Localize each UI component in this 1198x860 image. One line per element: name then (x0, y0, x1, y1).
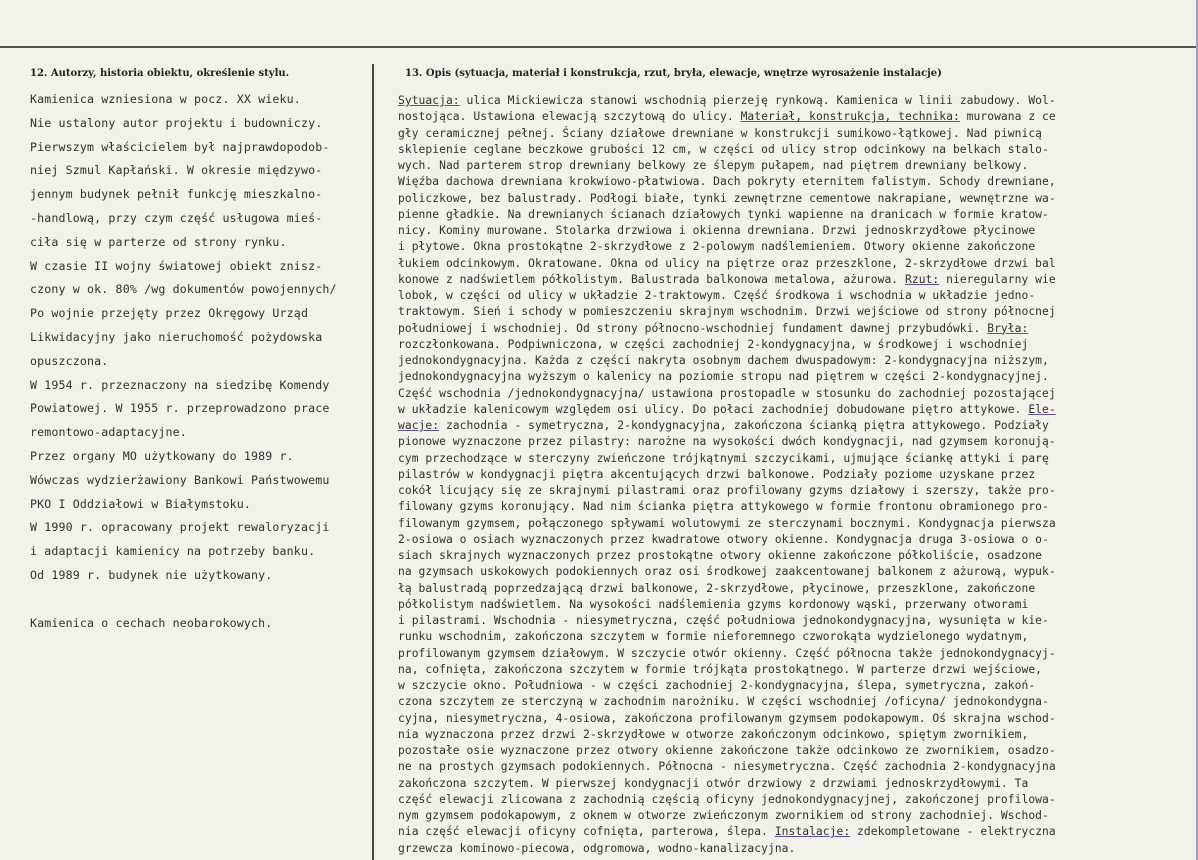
description-line (398, 581, 1056, 597)
description-fragment: zachodnia - symetryczna, 2-kondygnacyjna, zakończona ścianką piętra attykowego. Podziały (439, 419, 1049, 432)
description-fragment: Więźba dachowa drewniana krokwiowo-płatwiowa. Dach pokryty eternitem falistym. Schody drewniane, (398, 175, 1056, 189)
description-fragment: murowana z ce (959, 110, 1056, 124)
history-line: Kamienica wzniesiona w pocz. XX wieku. (30, 92, 301, 106)
description-fragment: pienne gładkie. Na drewnianych ścianach działowych tynki wapienne na dranicach w formie kratow- (398, 207, 1049, 221)
description-text (398, 93, 1056, 857)
description-line (398, 337, 1056, 353)
description-fragment: rozczłonkowana. Podpiwniczona, w części zachodniej 2-kondygnacyjna, w środkowej i wschodniej (398, 337, 1029, 351)
description-line (398, 386, 1056, 402)
description-line (398, 418, 1056, 434)
history-line: Likwidacyjny jako nieruchomość pożydowska (30, 329, 323, 344)
history-text (30, 88, 337, 635)
description-fragment: cokół licujący się ze skrajnymi pilastrami oraz profilowany gzyms działowy i szerszy, także pro- (398, 484, 1056, 497)
history-line: Przez organy MO użytkowany do 1989 r. (30, 448, 294, 463)
history-line: Pierwszym właścicielem był najprawdopodob- (30, 139, 330, 154)
description-fragment: ne na prostych gzymsach podokiennych. Północna - niesymetryczna. Część zachodnia 2-kondygnacyjna (398, 760, 1056, 774)
description-fragment: nicy. Kominy murowane. Stolarka drzwiowa i okienna drewniana. Drzwi jednoskrzydłowe płycinowe (398, 224, 1036, 237)
description-fragment: w szczycie okno. Południowa - w części zachodniej 2-kondygnacyjna, ślepa, symetryczna, zakoń- (398, 679, 1036, 692)
description-line (398, 126, 1056, 142)
description-line (398, 191, 1056, 207)
description-line (398, 109, 1056, 125)
description-fragment: grzewcza kominowo-piecowa, odgromowa, wodno-kanalizacyjna. (398, 841, 796, 855)
history-line: ciła się w parterze od strony rynku. (30, 234, 287, 249)
description-fragment: półkolistym nadświetlem. Na wysokości nadślemienia gzyms kordonowy wąski, przerwany otworami (398, 597, 1029, 611)
description-line (398, 776, 1056, 792)
right-column-heading: 13. Opis (sytuacja, materiał i konstrukcja, rzut, bryła, elewacje, wnętrze wyrosażenie instalacje) (405, 68, 942, 79)
history-line: opuszczona. (30, 353, 109, 368)
description-line (398, 434, 1056, 450)
section-label: Sytuacja: (398, 94, 460, 107)
description-fragment: traktowym. Sień i schody w pomieszczeniu skrajnym wschodnim. Drzwi wejściowe od strony północnej (398, 305, 1056, 319)
description-fragment: i pilastrami. Wschodnia - niesymetryczna, część południowa jednokondygnacyjna, wysunięta w kie- (398, 614, 1049, 627)
description-line (398, 239, 1056, 255)
description-fragment: czona szczytem ze sterczyną w zachodnim narożniku. W części wschodniej /oficyna/ jednokondygna- (398, 695, 1049, 709)
history-line: -handlową, przy czym część usługowa mieś- (30, 210, 323, 225)
description-line (398, 759, 1056, 775)
description-line (398, 841, 1056, 857)
description-fragment: łukiem odcinkowym. Okratowane. Okna od ulicy na piętrze oraz przeszklone, 2-skrzydłowe drzwi bal (398, 256, 1056, 270)
description-fragment: nym gzymsem podokapowym, z oknem w otworze zwieńczonym zwornikiem od strony zachodniej. Wschod- (398, 809, 1049, 822)
description-line (398, 142, 1056, 158)
history-line: Kamienica o cechach neobarokowych. (30, 615, 273, 630)
description-line (398, 288, 1056, 304)
description-fragment: sklepienie ceglane beczkowe grubości 12 cm, w części od ulicy strop odcinkowy na belkach stalo- (398, 142, 1049, 156)
description-fragment: ulica Mickiewicza stanowi wschodnią pierzeję rynkową. Kamienica w linii zabudowy. Wol- (459, 94, 1056, 107)
description-fragment: gły ceramicznej pełnej. Ściany działowe drewniane w konstrukcji sumikowo-łątkowej. Nad piwnicą (398, 126, 1043, 140)
description-fragment: policzkowe, bez balustrady. Podłogi białe, tynki zewnętrzne cementowe nakrapiane, wewnętrzne wa- (398, 191, 1056, 205)
description-line (398, 613, 1056, 629)
history-line: Wówczas wydzierżawiony Bankowi Państwowemu (30, 472, 330, 487)
history-line: W 1990 r. opracowany projekt rewaloryzacji (30, 520, 330, 535)
description-line (398, 93, 1056, 109)
description-fragment: runku wschodnim, zakończona szczytem w formie nieforemnego czworokąta wydzielonego wydatnym, (398, 630, 1029, 644)
description-line (398, 451, 1056, 467)
description-line (398, 369, 1056, 385)
description-line (398, 304, 1056, 320)
description-fragment: konowe z nadświetlem półkolistym. Balustrada balkonowa metalowa, ażurowa. (398, 272, 905, 286)
description-line (398, 646, 1056, 662)
description-fragment: filowany gzyms koronujący. Nad nim ścianka piętra attykowego w formie frontonu obramionego pro- (398, 500, 1049, 514)
section-label: Materiał, konstrukcja, technika: (740, 110, 960, 124)
description-fragment: zakończona szczytem. W pierwszej kondygnacji otwór drzwiowy z drzwiami jednoskrzydłowymi. Ta (398, 776, 1029, 790)
history-line: i adaptacji kamienicy na potrzeby banku. (30, 544, 316, 559)
description-fragment: 2-osiowa o osiach wyznaczonych przez kwadratowe otwory okienne. Kondygnacja druga 3-osiowa o o- (398, 532, 1049, 546)
description-fragment: część elewacji zlicowana z zachodnią częścią oficyny jednokondygnacyjnej, zakończonej profilowa- (398, 792, 1056, 806)
history-line: remontowo-adaptacyjne. (30, 425, 187, 440)
section-label: Ele- (1028, 402, 1056, 416)
description-fragment: nia wyznaczona przez drzwi 2-skrzydłowe w otworze zakończonym odcinkowo, spiętym zwornikiem, (398, 727, 1029, 741)
description-line (398, 548, 1056, 564)
description-line (398, 532, 1056, 548)
description-fragment: lobok, w części od ulicy w układzie 2-traktowym. Część środkowa i wschodnia w układzie jedno- (398, 289, 1036, 302)
description-line (398, 402, 1056, 418)
description-fragment: i płytowe. Okna prostokątne 2-skrzydłowe z 2-polowym nadślemieniem. Otwory okienne zakończone (398, 240, 1036, 254)
description-fragment: Część wschodnia /jednokondygnacyjna/ ustawiona prostopadle w stosunku do zachodniej pozostającej (398, 386, 1056, 400)
description-fragment: filowanym gzymsem, połączonego spływami wolutowymi ze sterczynami bocznymi. Kondygnacja pierwsza (398, 516, 1056, 530)
history-line: Od 1989 r. budynek nie użytkowany. (30, 567, 273, 582)
description-fragment: pozostałe osie wyznaczone przez otwory okienne zakończone także odcinkowo ze zwornikiem, osadzo- (398, 744, 1056, 757)
history-line: Nie ustalony autor projektu i budowniczy. (30, 115, 323, 130)
history-line: czony w ok. 80% /wg dokumentów powojennych/ (30, 282, 337, 297)
description-line (398, 223, 1056, 239)
description-line (398, 158, 1056, 174)
description-fragment: jednokondygnacyjna wyższym o kalenicy na poziomie stropu nad piętrem w części 2-kondygnacyjnej. (398, 370, 1049, 384)
description-line (398, 467, 1056, 483)
history-line: W czasie II wojny światowej obiekt znisz- (30, 258, 323, 273)
description-line (398, 564, 1056, 580)
description-line (398, 516, 1056, 532)
description-fragment: zdekompletowane - elektryczna (850, 825, 1056, 839)
history-line: jennym budynek pełnił funkcję mieszkalno- (30, 187, 323, 202)
description-line (398, 353, 1056, 369)
history-line: Po wojnie przejęty przez Okręgowy Urząd (30, 306, 309, 321)
description-fragment: nostojąca. Ustawiona elewacją szczytową do ulicy. (398, 110, 741, 124)
description-fragment: w układzie kalenicowym względem osi ulicy. Do połaci zachodniej dobudowane piętro attykowe. (398, 402, 1029, 416)
description-fragment: pilastrów w kondygnacji piętra akcentujących drzwi balkonowe. Podziały poziome uzyskane przez (398, 467, 1036, 481)
description-line (398, 272, 1056, 288)
description-fragment: pionowe wyznaczone przez pilastry: narożne na wysokości dwóch kondygnacji, nad gzymsem koronują- (398, 435, 1056, 449)
section-label: Instalacje: (774, 825, 851, 839)
description-fragment: na, cofnięta, zakończona szczytem w formie trójkąta prostokątnego. W parterze drzwi wejściowe, (398, 662, 1043, 676)
history-line: W 1954 r. przeznaczony na siedzibę Komendy (30, 377, 330, 392)
description-line (398, 808, 1056, 824)
description-fragment: cyjna, niesymetryczna, 4-osiowa, zakończona profilowanym gzymsem podokapowym. Oś skrajna wschod- (398, 711, 1056, 725)
history-line: niej Szmul Kapłański. W okresie międzywo- (30, 163, 323, 178)
description-fragment: nieregularny wie (939, 272, 1056, 286)
section-label: Rzut: (905, 272, 940, 286)
description-line (398, 824, 1056, 840)
description-line (398, 792, 1056, 808)
description-fragment: siach skrajnych wyznaczonych przez prostokątne otwory okienne zakończone półkoliście, osadzone (398, 549, 1043, 562)
description-fragment: cym przechodzące w sterczyny zwieńczone trójkątnymi szczycikami, ujmujące ściankę attyki i parę (398, 451, 1049, 465)
description-line (398, 499, 1056, 515)
history-line: Powiatowej. W 1955 r. przeprowadzono prace (30, 401, 330, 416)
description-line (398, 207, 1056, 223)
description-fragment: łą balustradą poprzedzającą drzwi balkonowe, 2-skrzydłowe, płycinowe, przeszklone, zakończone (398, 581, 1036, 595)
description-fragment: południowej i wschodniej. Od strony północno-wschodniej fundament dawnej przybudówki. (398, 321, 988, 335)
left-column-heading: 12. Autorzy, historia obiektu, określenie stylu. (30, 68, 290, 79)
description-line (398, 678, 1056, 694)
description-fragment: profilowanym gzymsem działowym. W szczycie otwór okienny. Część północna także jednokondygnacyj- (398, 646, 1056, 660)
description-fragment: nia część elewacji oficyny cofnięta, parterowa, ślepa. (398, 825, 775, 839)
description-line (398, 743, 1056, 759)
section-label: Bryła: (987, 321, 1029, 335)
description-fragment: jednokondygnacyjna. Każda z części nakryta osobnym dachem dwuspadowym: 2-kondygnacyjna niższym, (398, 354, 1049, 367)
description-fragment: na gzymsach uskokowych podokiennych oraz osi środkowej zaakcentowanej balkonem z ażurową, wypuk- (398, 565, 1056, 579)
description-line (398, 694, 1056, 710)
description-fragment: wych. Nad parterem strop drewniany belkowy ze ślepym pułapem, nad piętrem drewniany belkowy. (398, 159, 1029, 172)
description-line (398, 711, 1056, 727)
section-label: wacje: (398, 419, 440, 432)
history-line (30, 588, 337, 612)
description-line (398, 629, 1056, 645)
top-rule (0, 46, 1198, 48)
description-line (398, 321, 1056, 337)
description-line (398, 174, 1056, 190)
description-line (398, 727, 1056, 743)
description-line (398, 662, 1056, 678)
description-line (398, 597, 1056, 613)
history-line: PKO I Oddziałowi w Białymstoku. (30, 496, 252, 511)
description-line (398, 483, 1056, 499)
column-divider (372, 64, 374, 860)
description-line (398, 256, 1056, 272)
